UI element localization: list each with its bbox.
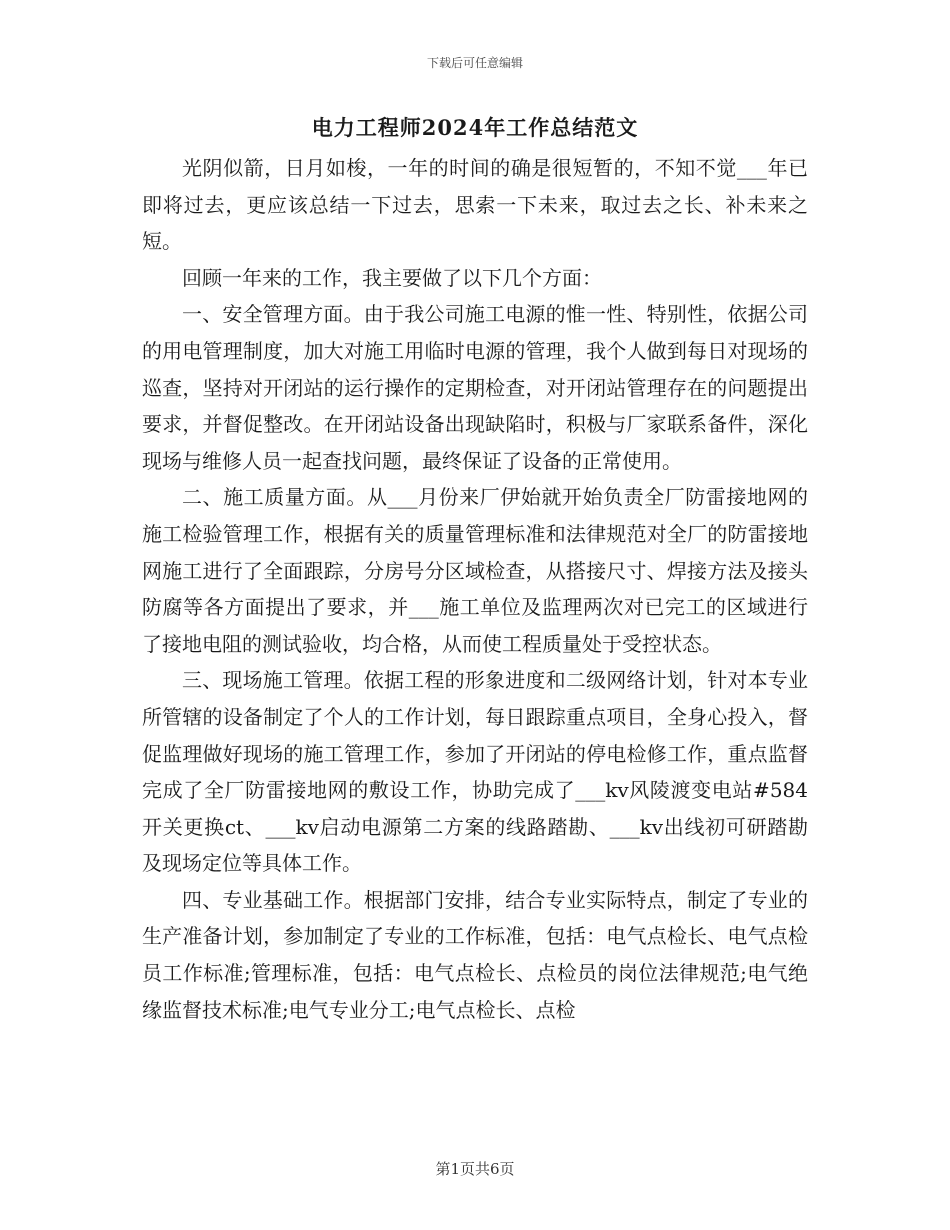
document-title: 电力工程师2024年工作总结范文 (311, 115, 639, 140)
paragraph-quality: 二、施工质量方面。从___月份来厂伊始就开始负责全厂防雷接地网的施工检验管理工作，根据有关的质量管理标准和法律规范对全厂的防雷接地网施工进行了全面跟踪，分房号分区域检查，从搭接尺寸、焊接方法及接头防腐等各方面提出了要求，并___施工单位及监理两次对已完工的区域进行了接地电阻的测试验收，均合格，从而使工程质量处于受控状态。 (142, 485, 808, 656)
paragraph-basic-work: 四、专业基础工作。根据部门安排，结合专业实际特点，制定了专业的生产准备计划，参加制定了专业的工作标准，包括：电气点检长、电气点检员工作标准;管理标准，包括：电气点检长、点检员的岗位法律规范;电气绝缘监督技术标准;电气专业分工;电气点检长、点检 (142, 887, 808, 1022)
paragraph-review: 回顾一年来的工作，我主要做了以下几个方面： (182, 265, 602, 290)
header-note: 下载后可任意编辑 (426, 56, 523, 70)
paragraph-safety: 一、安全管理方面。由于我公司施工电源的惟一性、特别性，依据公司的用电管理制度，加大对施工用临时电源的管理，我个人做到每日对现场的巡查，坚持对开闭站的运行操作的定期检查，对开闭站管理存在的问题提出要求，并督促整改。在开闭站设备出现缺陷时，积极与厂家联系备件，深化现场与维修人员一起查找问题，最终保证了设备的正常使用。 (142, 302, 808, 473)
page-indicator: 第1页共6页 (435, 1160, 515, 1178)
paragraph-intro: 光阴似箭，日月如梭，一年的时间的确是很短暂的，不知不觉___年已即将过去，更应该总结一下过去，思索一下未来，取过去之长、补未来之短。 (142, 156, 808, 254)
document-body (142, 150, 808, 1028)
paragraph-site-management: 三、现场施工管理。依据工程的形象进度和二级网络计划，针对本专业所管辖的设备制定了个人的工作计划，每日跟踪重点项目，全身心投入，督促监理做好现场的施工管理工作，参加了开闭站的停电检修工作，重点监督完成了全厂防雷接地网的敷设工作，协助完成了___kv风陵渡变电站#584开关更换ct、___kv启动电源第二方案的线路踏勘、___kv出线初可研踏勘及现场定位等具体工作。 (142, 668, 808, 876)
